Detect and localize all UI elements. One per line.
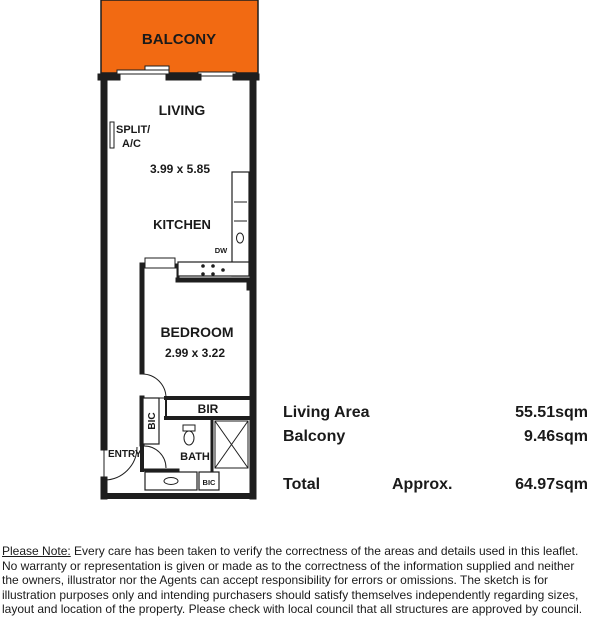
split-ac-label-line2: A/C — [122, 138, 141, 150]
kitchen-label: KITCHEN — [153, 217, 211, 232]
note-line-1 — [2, 544, 599, 559]
bedroom-door — [142, 374, 166, 398]
bic-label-vertical: BIC — [147, 412, 158, 430]
bic-label-small: BIC — [202, 478, 216, 487]
balcony-label: BALCONY — [141, 31, 217, 48]
shower-icon — [215, 421, 248, 468]
living-area-value: 55.51sqm — [515, 404, 588, 421]
living-dimensions: 3.99 x 5.85 — [149, 162, 211, 176]
note-line-2: No warranty or representation is given or made as to the correctness of the information supplied and neither — [2, 558, 575, 573]
approx-label: Approx. — [392, 476, 453, 493]
fridge-space — [145, 258, 175, 268]
note-line-4: illustration purposes only and intending purchasers should satisfy themselves independently regarding sizes, — [2, 587, 579, 602]
note-line-3: the owners, illustrator nor the Agents can accept responsibility for errors or omissions. The sketch is for — [2, 573, 549, 588]
split-ac-label-line1: SPLIT/ — [116, 124, 151, 136]
balcony-area-label: Balcony — [283, 428, 346, 445]
balcony-area-row — [283, 428, 588, 448]
dishwasher-label: DW — [214, 246, 228, 255]
bedroom-label: BEDROOM — [160, 324, 234, 340]
total-area-row — [283, 476, 588, 496]
balcony-area-value: 9.46sqm — [523, 428, 588, 445]
bath-label: BATH — [180, 451, 210, 463]
disclaimer-note — [2, 544, 599, 617]
total-area-value: 64.97sqm — [515, 476, 588, 493]
living-area-row — [283, 404, 588, 424]
total-area-label: Total — [283, 476, 321, 493]
bir-label: BIR — [197, 402, 219, 416]
living-label: LIVING — [158, 102, 206, 118]
vanity — [145, 472, 197, 490]
toilet-icon — [183, 425, 195, 445]
bath-door — [144, 446, 166, 468]
note-label: Please Note: — [2, 544, 71, 558]
living-area-label: Living Area — [283, 404, 370, 421]
note-line-5: layout and location of the property. Please check with local council that all structures are approved by council. — [2, 602, 583, 617]
entry-label: ENTRY — [108, 449, 142, 460]
split-ac-unit — [110, 122, 114, 148]
note-text-1: Every care has been taken to verify the correctness of the areas and details used in this leaflet. — [70, 544, 579, 558]
bedroom-dimensions: 2.99 x 3.22 — [164, 346, 226, 360]
